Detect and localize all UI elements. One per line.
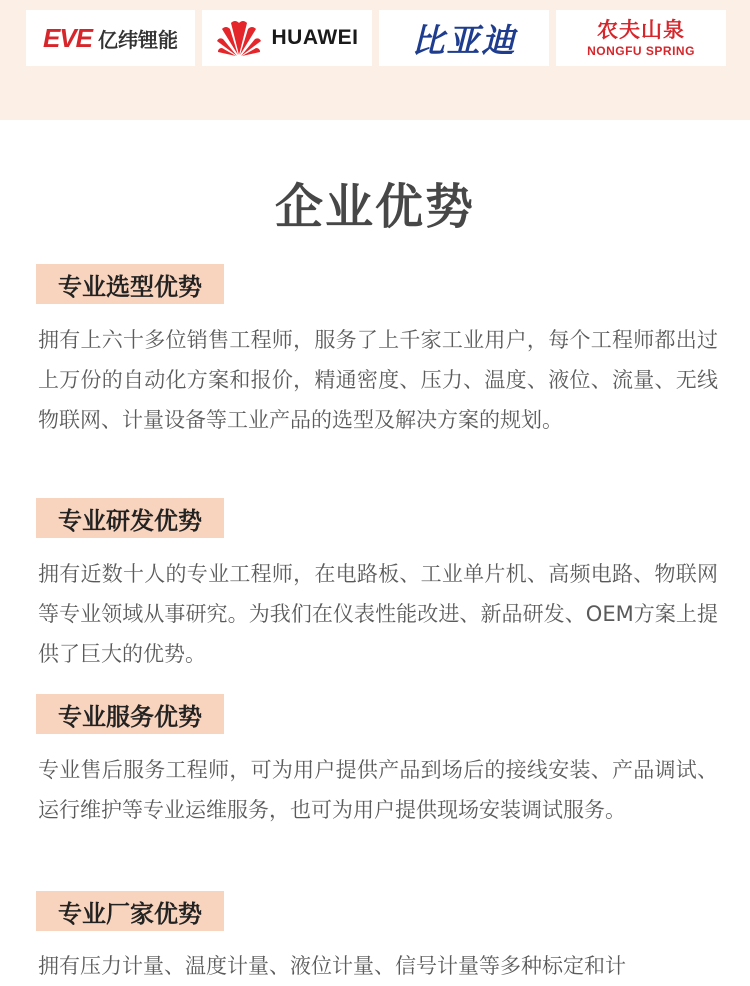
huawei-logo-name: HUAWEI <box>271 26 359 49</box>
byd-logo-name: 比亚迪 <box>411 20 517 60</box>
section-label-selection: 专业选型优势 <box>36 264 224 304</box>
section-label-factory: 专业厂家优势 <box>36 891 224 931</box>
section-text-selection: 拥有上六十多位销售工程师，服务了上千家工业用户，每个工程师都出过上万份的自动化方案和报价，精通密度、压力、温度、液位、流量、无线物联网、计量设备等工业产品的选型及解决方案的规划。 <box>38 328 718 432</box>
huawei-petal-icon <box>216 19 262 57</box>
eve-logo <box>26 10 195 66</box>
section-label-rnd: 专业研发优势 <box>36 498 224 538</box>
page-title: 企业优势 <box>274 179 475 235</box>
nongfu-logo-name-en: NONGFU SPRING <box>587 43 695 58</box>
eve-logo-name: 亿纬锂能 <box>98 27 179 52</box>
eve-logo-mark: EVE <box>42 22 93 53</box>
section-text-rnd: 拥有近数十人的专业工程师，在电路板、工业单片机、高频电路、物联网等专业领域从事研究。为我们在仪表性能改进、新品研发、OEM方案上提供了巨大的优势。 <box>38 562 718 666</box>
section-text-service: 专业售后服务工程师，可为用户提供产品到场后的接线安装、产品调试、运行维护等专业运维服务，也可为用户提供现场安装调试服务。 <box>38 758 718 822</box>
byd-logo <box>379 10 549 66</box>
partner-logo-band <box>0 0 750 120</box>
nongfu-logo-name-cn: 农夫山泉 <box>597 17 685 42</box>
section-text-factory: 拥有压力计量、温度计量、液位计量、信号计量等多种标定和计 <box>38 954 626 978</box>
section-label-service: 专业服务优势 <box>36 694 224 734</box>
huawei-logo <box>202 10 372 66</box>
nongfu-logo <box>556 10 726 66</box>
